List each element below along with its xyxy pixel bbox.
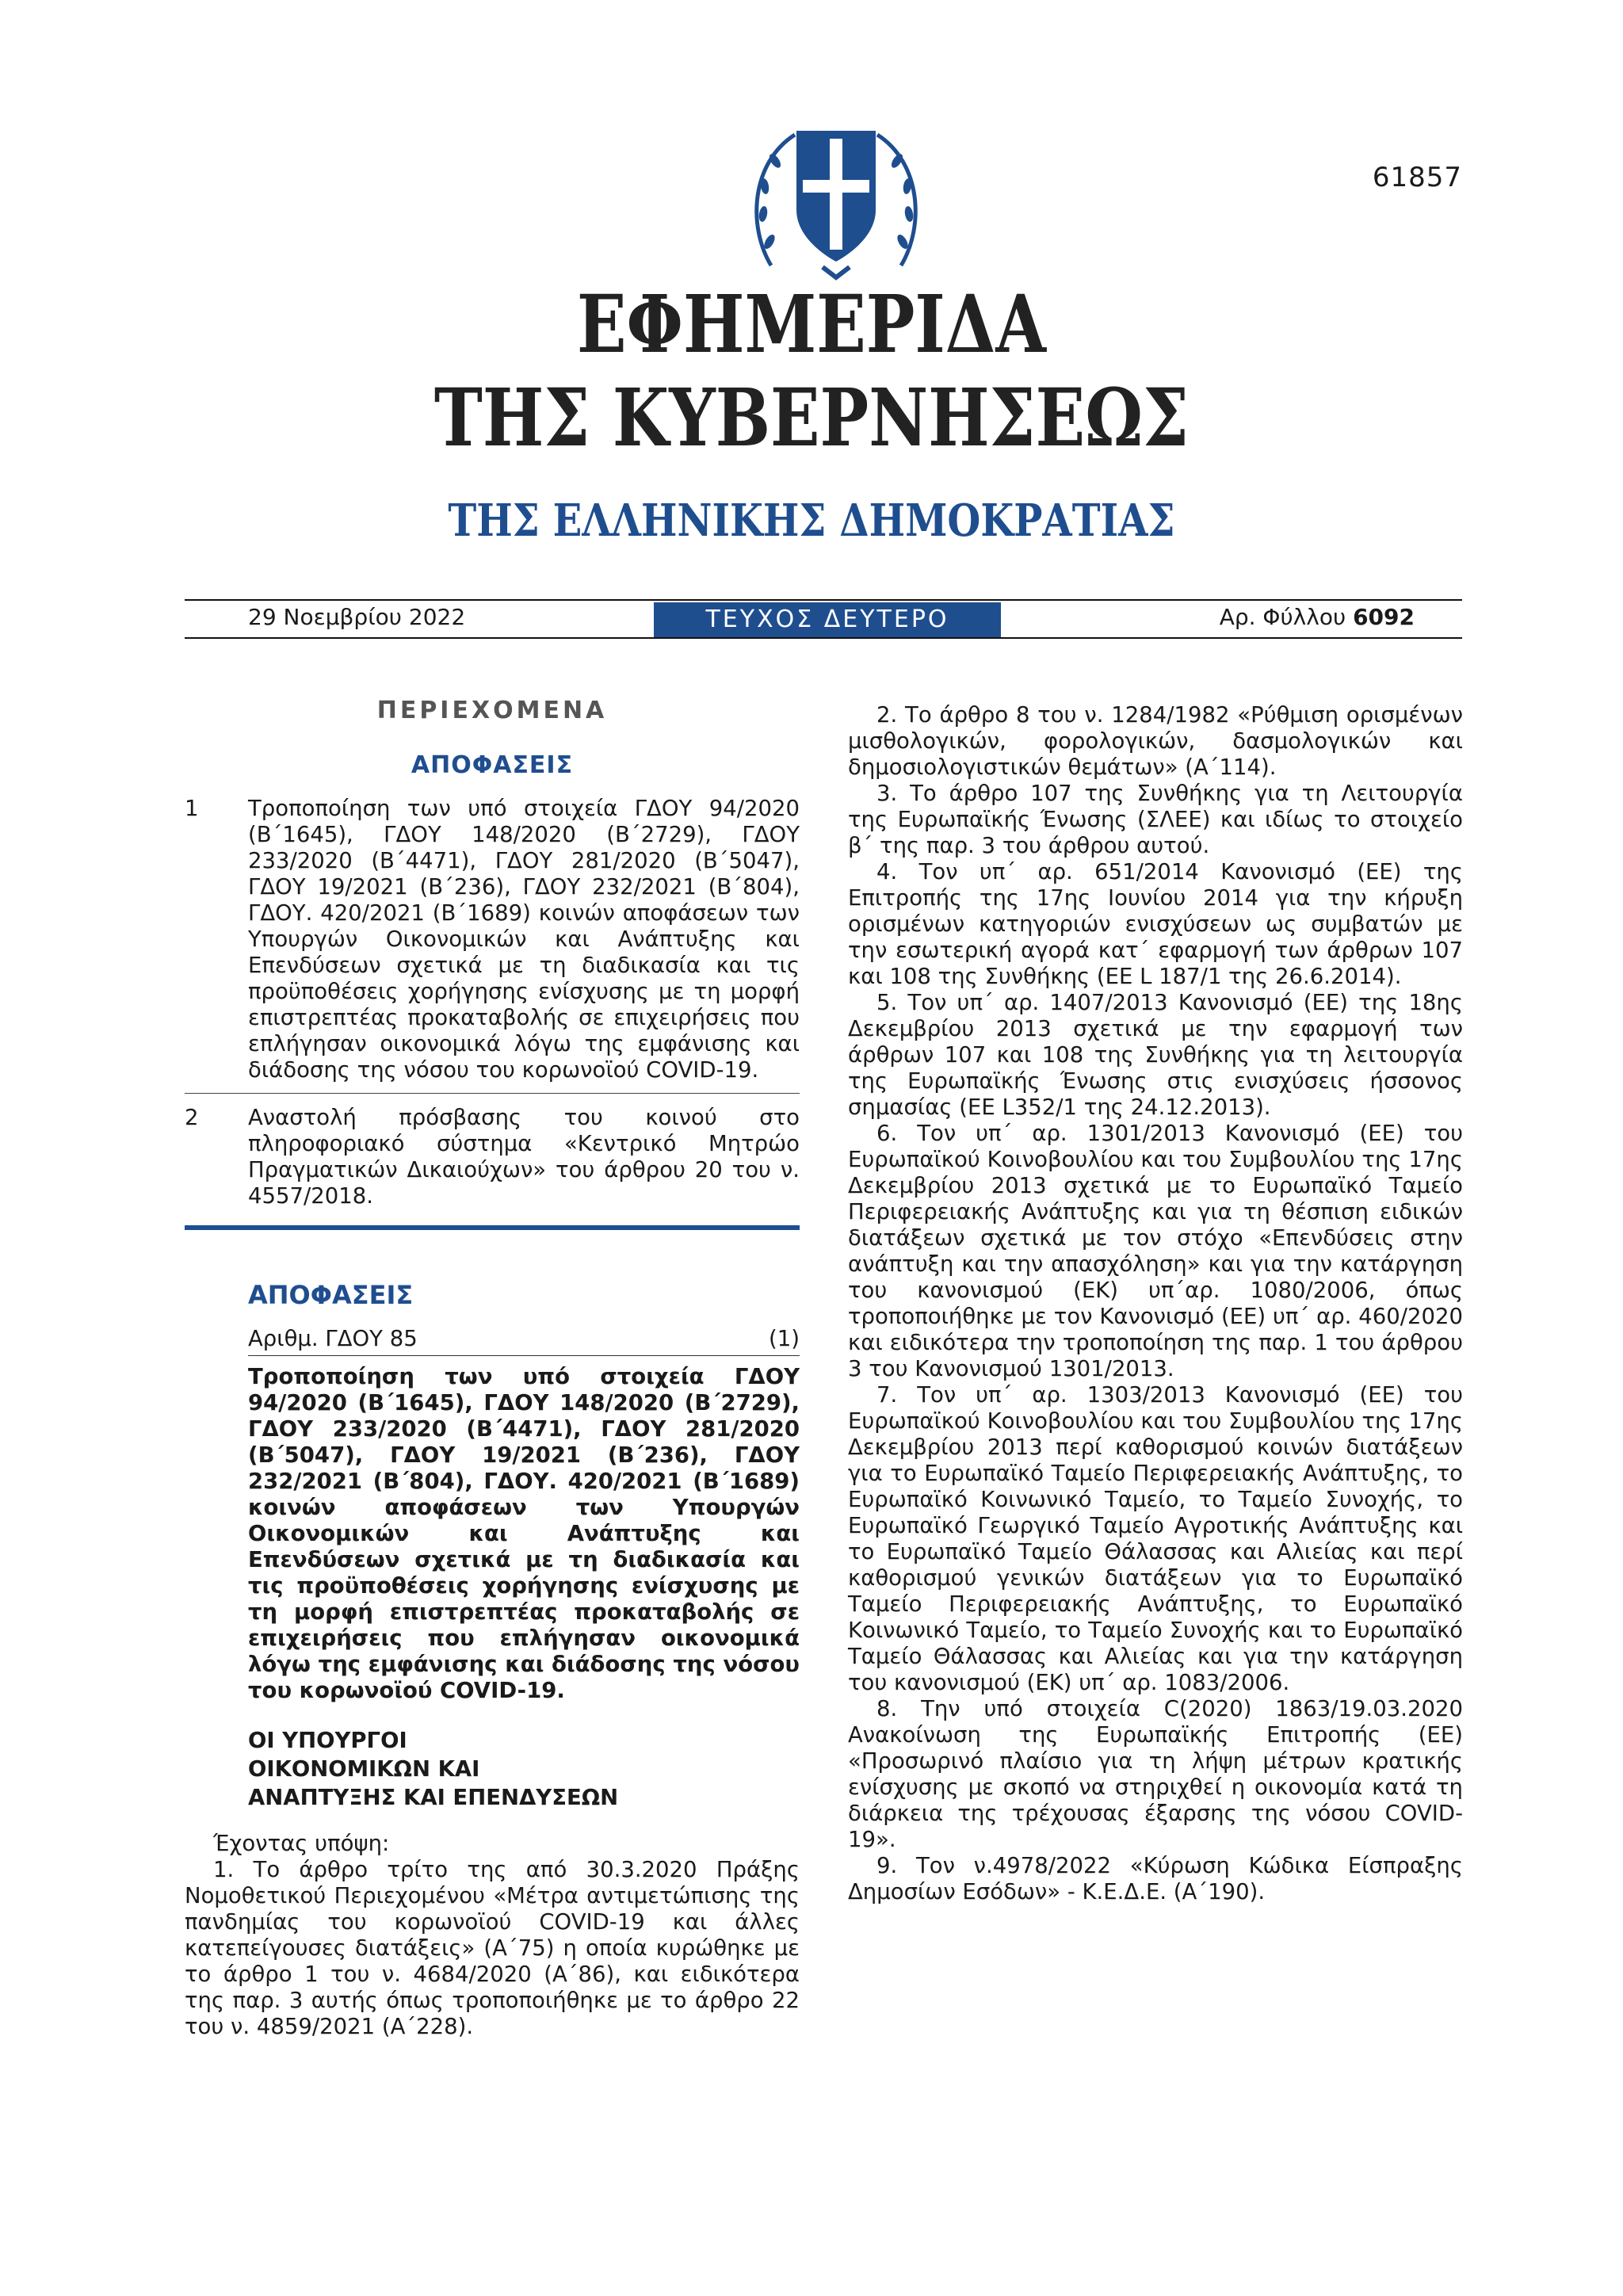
masthead-title-line1: ΕΦΗΜΕΡΙΔΑ xyxy=(577,277,1046,371)
decision-ref-index: (1) xyxy=(769,1326,800,1351)
sheet-number-value: 6092 xyxy=(1353,604,1415,630)
decision-reference xyxy=(248,1326,800,1356)
ministers-line: ΟΙ ΥΠΟΥΡΓΟΙ xyxy=(248,1728,407,1753)
decision-ref-number: Αριθμ. ΓΔΟΥ 85 xyxy=(248,1326,418,1351)
contents-section-title: ΑΠΟΦΑΣΕΙΣ xyxy=(411,751,574,779)
paragraph: 4. Τον υπ΄ αρ. 651/2014 Κανονισμό (ΕΕ) της Επιτροπής της 17ης Ιουνίου 2014 για την κήρυξη ορισμένων κατηγοριών ενισχύσεων ως συμβατών με την εσωτερική αγορά κατ΄ εφαρμογή των άρθρων 107 και 108 της Συνθήκης (ΕΕ L 187/1 της 26.6.2014). xyxy=(848,859,1463,989)
paragraph: 7. Τον υπ΄ αρ. 1303/2013 Κανονισμό (ΕΕ) του Ευρωπαϊκού Κοινοβουλίου και του Συμβουλίου της 17ης Δεκεμβρίου 2013 περί καθορισμού κοινών διατάξεων για το Ευρωπαϊκό Ταμείο Περιφερειακής Ανάπτυξης, το Ευρωπαϊκό Κοινωνικό Ταμείο, το Ταμείο Συνοχής, το Ευρωπαϊκό Γεωργικό Ταμείο Αγροτικής Ανάπτυξης και το Ευρωπαϊκό Ταμείο Θάλασσας και Αλιείας και περί καθορισμού γενικών διατάξεων για το Ευρωπαϊκό Ταμείο Περιφερειακής Ανάπτυξης, το Ευρωπαϊκό Κοινωνικό Ταμείο, το Ταμείο Συνοχής και το Ευρωπαϊκό Ταμείο Θάλασσας και Αλιείας και για την κατάργηση του κανονισμού (ΕΚ) υπ΄ αρ. 1083/2006. xyxy=(848,1382,1463,1695)
sheet-number-label: Αρ. Φύλλου xyxy=(1219,604,1346,630)
contents-item[interactable] xyxy=(185,796,800,1094)
coat-of-arms-icon xyxy=(747,115,925,286)
contents-item[interactable] xyxy=(185,1105,800,1209)
page-number: 61857 xyxy=(1372,162,1462,193)
contents-item-number: 2 xyxy=(185,1105,199,1130)
contents-title: ΠΕΡΙΕΧΟΜΕΝΑ xyxy=(376,697,608,724)
decisions-heading: ΑΠΟΦΑΣΕΙΣ xyxy=(248,1280,414,1310)
contents-item-text: Αναστολή πρόσβασης του κοινού στο πληροφοριακό σύστημα «Κεντρικό Μητρώο Πραγματικών Δικαιούχων» του άρθρου 20 του ν. 4557/2018. xyxy=(248,1105,800,1209)
paragraph-1: 1. Το άρθρο τρίτο της από 30.3.2020 Πράξης Νομοθετικού Περιεχομένου «Μέτρα αντιμετώπισης της πανδημίας του κορωνοϊού COVID-19 και άλλες κατεπείγουσες διατάξεις» (Α΄75) η οποία κυρώθηκε με το άρθρο 1 του ν. 4684/2020 (Α΄86), και ειδικότερα της παρ. 3 αυτής όπως τροποποιήθηκε με το άρθρο 22 του ν. 4859/2021 (Α΄228). xyxy=(185,1857,800,2039)
contents-item-text: Τροποποίηση των υπό στοιχεία ΓΔΟΥ 94/2020 (Β΄1645), ΓΔΟΥ 148/2020 (Β΄2729), ΓΔΟΥ 233/2020 (Β΄4471), ΓΔΟΥ 281/2020 (Β΄5047), ΓΔΟΥ 19/2021 (Β΄236), ΓΔΟΥ 232/2021 (Β΄804), ΓΔΟΥ. 420/2021 (Β΄1689) κοινών αποφάσεων των Υπουργών Οικονομικών και Ανάπτυξης και Επενδύσεων σχετικά με τη διαδικασία και τις προϋποθέσεις χορήγησης ενίσχυσης με τη μορφή επιστρεπτέας προκαταβολής σε επιχειρήσεις που επλήγησαν οικονομικά λόγω της εμφάνισης και διάδοσης της νόσου του κορωνοϊού COVID-19. xyxy=(248,796,800,1083)
ministers-line: ΟΙΚΟΝΟΜΙΚΩΝ ΚΑΙ xyxy=(248,1756,480,1782)
paragraph: 3. Το άρθρο 107 της Συνθήκης για τη Λειτουργία της Ευρωπαϊκής Ένωσης (ΣΛΕΕ) και ιδίως το στοιχείο β΄ της παρ. 3 του άρθρου αυτού. xyxy=(848,781,1463,858)
issue-header-bar xyxy=(185,599,1462,639)
left-column xyxy=(185,697,800,2040)
having-regard-label: Έχοντας υπόψη: xyxy=(213,1831,390,1856)
sheet-number xyxy=(1220,604,1415,630)
ministers-line: ΑΝΑΠΤΥΞΗΣ ΚΑΙ ΕΠΕΝΔΥΣΕΩΝ xyxy=(248,1785,619,1810)
paragraph: 2. Το άρθρο 8 του ν. 1284/1982 «Ρύθμιση ορισμένων μισθολογικών, φορολογικών, δασμολογικών και δημοσιολογιστικών θεμάτων» (Α΄114). xyxy=(848,702,1463,780)
decision-title: Τροποποίηση των υπό στοιχεία ΓΔΟΥ 94/2020 (Β΄1645), ΓΔΟΥ 148/2020 (Β΄2729), ΓΔΟΥ 233/2020 (Β΄4471), ΓΔΟΥ 281/2020 (Β΄5047), ΓΔΟΥ 19/2021 (Β΄236), ΓΔΟΥ 232/2021 (Β΄804), ΓΔΟΥ. 420/2021 (Β΄1689) κοινών αποφάσεων των Υπουργών Οικονομικών και Ανάπτυξης και Επενδύσεων σχετικά με τη διαδικασία και τις προϋποθέσεις χορήγησης ενίσχυσης με τη μορφή επιστρεπτέας προκαταβολής σε επιχειρήσεις που επλήγησαν οικονομικά λόγω της εμφάνισης και διάδοσης της νόσου του κορωνοϊού COVID-19. xyxy=(248,1364,800,1703)
issue-date: 29 Νοεμβρίου 2022 xyxy=(248,604,466,630)
right-column xyxy=(848,702,1463,1905)
paragraph: 6. Τον υπ΄ αρ. 1301/2013 Κανονισμό (ΕΕ) του Ευρωπαϊκού Κοινοβουλίου και του Συμβουλίου της 17ης Δεκεμβρίου 2013 σχετικά με το Ευρωπαϊκό Ταμείο Περιφερειακής Ανάπτυξης και για τη θέσπιση ειδικών διατάξεων σχετικά με τον στόχο «Επενδύσεις στην ανάπτυξη και την απασχόληση» και για την κατάργηση του κανονισμού (ΕΚ) υπ΄αρ. 1080/2006, όπως τροποποιήθηκε με τον Κανονισμό (ΕΕ) υπ΄ αρ. 460/2020 και ειδικότερα την τροποποίηση της παρ. 1 του άρθρου 3 του Κανονισμού 1301/2013. xyxy=(848,1121,1463,1381)
issue-series-badge: ΤΕΥΧΟΣ ΔΕΥΤΕΡΟ xyxy=(654,602,1001,637)
header-rule-bottom xyxy=(185,637,1462,639)
contents-item-number: 1 xyxy=(185,796,199,821)
header-rule-top xyxy=(185,599,1462,601)
section-divider xyxy=(185,1225,800,1230)
ministers-block xyxy=(248,1726,800,1812)
paragraph: 5. Τον υπ΄ αρ. 1407/2013 Κανονισμό (ΕΕ) της 18ης Δεκεμβρίου 2013 σχετικά με την εφαρμογή των άρθρων 107 και 108 της Συνθήκης για τη λειτουργία της Ευρωπαϊκής Ένωσης στις ενισχύσεις ήσσονος σημασίας (ΕΕ L352/1 της 24.12.2013). xyxy=(848,990,1463,1120)
masthead-subtitle: ΤΗΣ ΕΛΛΗΝΙΚΗΣ ΔΗΜΟΚΡΑΤΙΑΣ xyxy=(448,495,1175,547)
paragraph: 8. Την υπό στοιχεία C(2020) 1863/19.03.2020 Ανακοίνωση της Ευρωπαϊκής Επιτροπής (ΕΕ) «Προσωρινό πλαίσιο για τη λήψη μέτρων κρατικής ενίσχυσης με σκοπό να στηριχθεί η οικονομία κατά τη διάρκεια της τρέχουσας έξαρσης της νόσου COVID-19». xyxy=(848,1696,1463,1852)
masthead-title-line2: ΤΗΣ ΚΥΒΕΡΝΗΣΕΩΣ xyxy=(433,371,1190,464)
paragraph: 9. Τον ν.4978/2022 «Κύρωση Κώδικα Είσπραξης Δημοσίων Εσόδων» - Κ.Ε.Δ.Ε. (Α΄190). xyxy=(848,1853,1463,1904)
